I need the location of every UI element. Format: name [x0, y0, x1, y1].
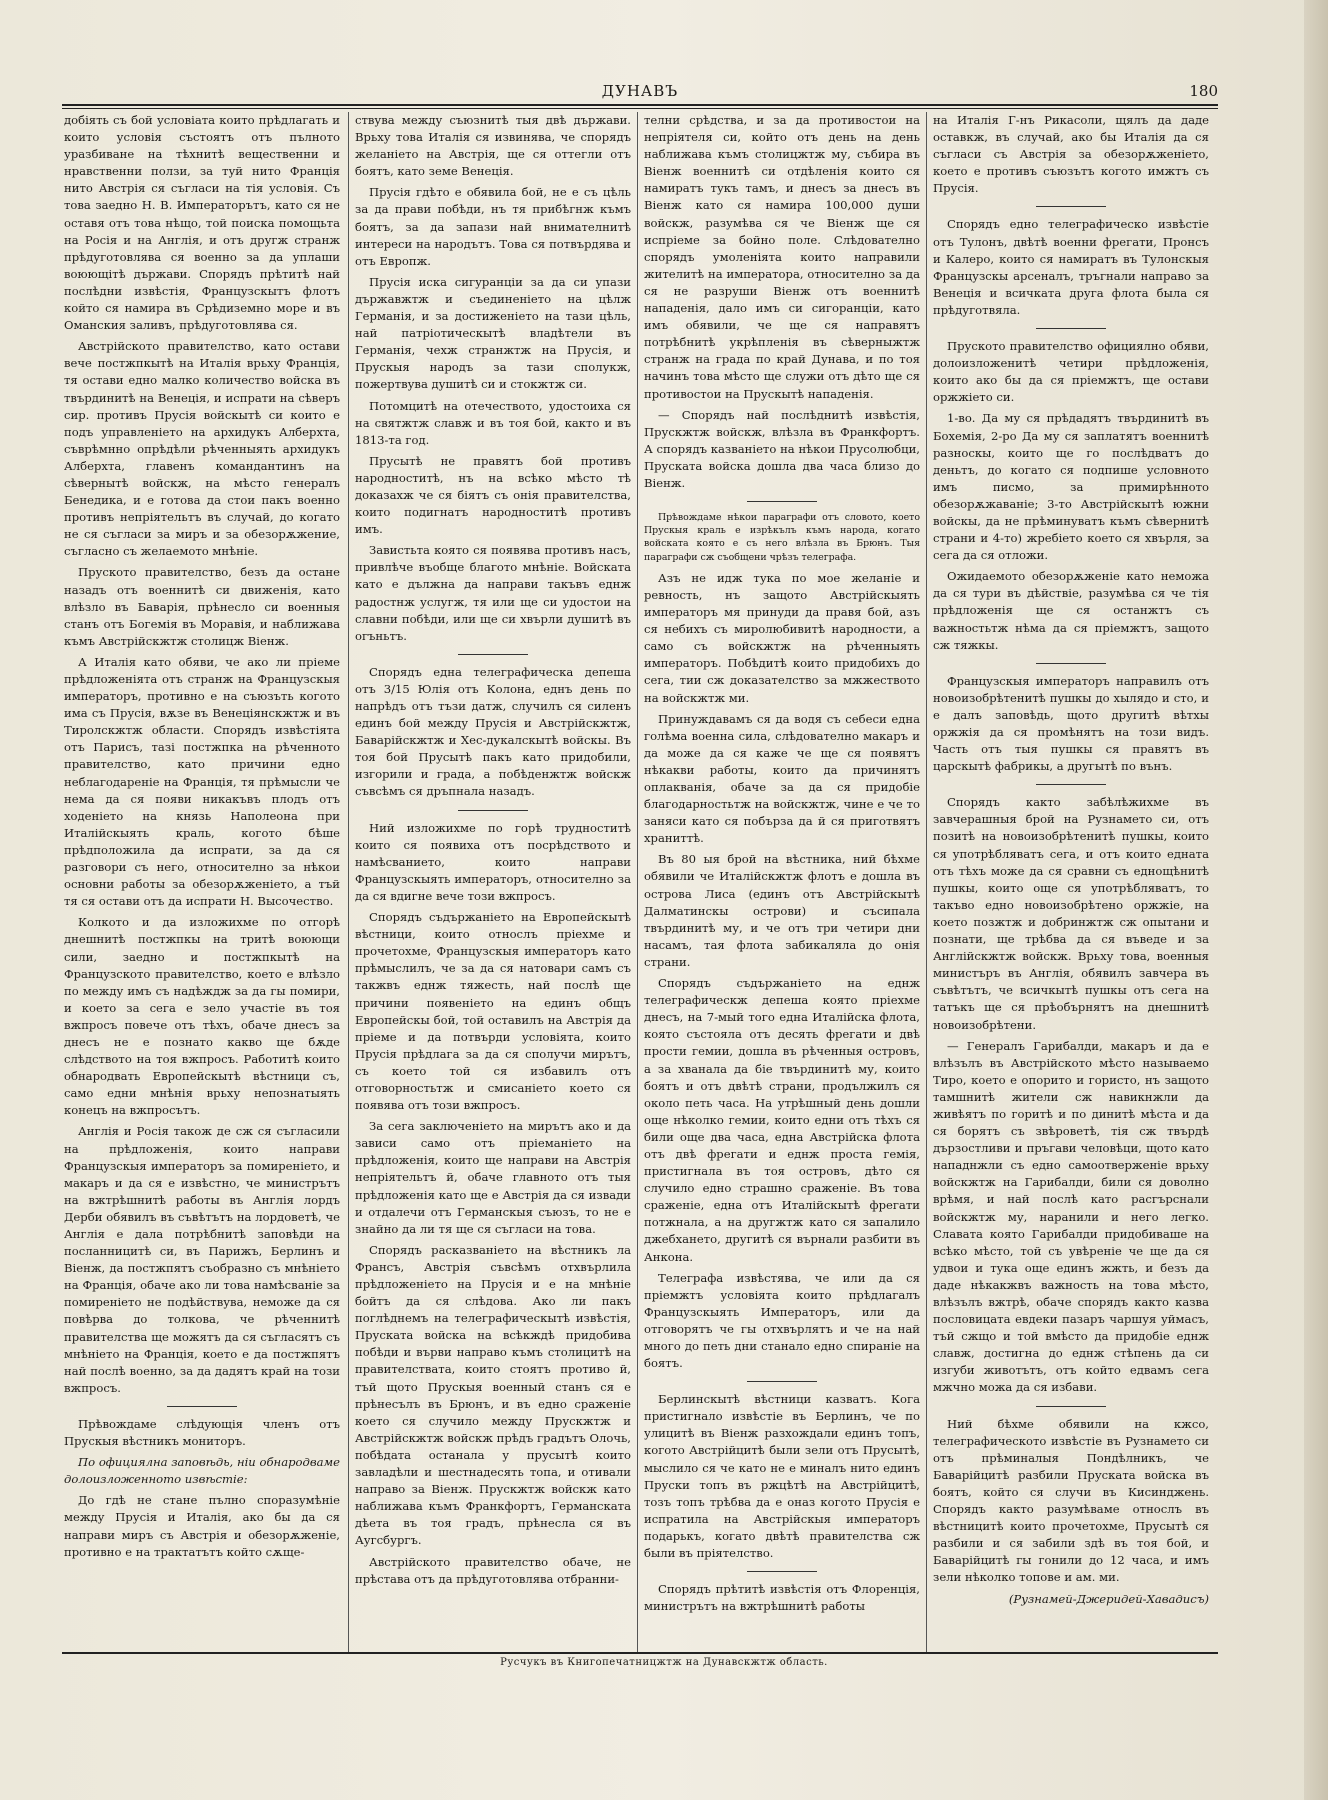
paragraph: Прѣвождаме слѣдующія членъ отъ Прускыя вѣстникъ мониторъ.: [64, 1416, 340, 1449]
paragraph: Прусытѣ не правятъ бой противъ народноститѣ, нъ на всѣко мѣсто тѣ доказахж че ся біятъ съ онія правителства, които подигнатъ народноститѣ противъ имъ.: [355, 453, 631, 537]
section-separator: [747, 501, 817, 502]
paragraph: Спорядъ съдържаніето на еднж телеграфическж депеша която пріехме днесъ, на 7-мый того една Италійска флота, която състояла отъ десять фрегати и двѣ прости гемии, дошла въ рѣченныя островъ, а за хванала да біе твърдинитѣ му, които боятъ и отъ двѣтѣ страни, продължилъ ся около петь часа. На утрѣшный день дошли още нѣколко гемии, които едни отъ тѣхъ ся били още два часа, една Австрійска флота отъ двѣ фрегати и еднж проста гемія, пристигнала въ тоя островъ, дѣто ся случило едно страшно сраженіе. Въ това сраженіе, една отъ Италійскытѣ фрегати потжнала, а на другжтж като ся запалило джебхането, другитѣ ся върнали разбити въ Анкона.: [644, 976, 920, 1264]
paragraph: Французскыя императоръ направилъ отъ новоизобрѣтенитѣ пушкы до хылядо и сто, и е далъ заповѣдь, щото другитѣ вѣтхы оржжія да ся промѣнятъ на този видъ. Часть отъ тыя пушкы ся правятъ въ царскытѣ фабрикы, а другытѣ по вънъ.: [933, 673, 1209, 774]
paragraph: Австрійското правителство, като остави вече постжпкытѣ на Италія врьху Франція, тя остави едно малко количество войска въ твърдинитѣ на Венеція, и испрати на сѣверъ сир. противъ Прусія войскытѣ си които е подъ управленіето на архидукъ Алберхта, съврѣмнно опрѣдѣли рѣченныять архидукъ Алберхта, главенъ командантинъ на сѣвернытѣ войскж, на мѣсто генералъ Бенедика, и е готова да стои пакъ военно противъ непріятельтъ въ случай, до когато не ся съгласи за миръ и за обезорѫжение, съгласно съ желаемото мнѣніе.: [64, 339, 340, 559]
section-separator: [1036, 1406, 1106, 1407]
paragraph: Прусія гдѣто е обявила бой, не е съ цѣль за да прави побѣди, нъ тя прибѣгнж къмъ боятъ, за да запази най внимателнитѣ интереси на народътъ. Това ся потвърдява и отъ Европж.: [355, 185, 631, 268]
paragraph: Въ 80 ыя брой на вѣстника, ний бѣхме обявили че Италійскжтж флотъ е дошла въ острова Лиса (единъ отъ Австрійскытѣ Далматинскы острови) и съсипала твърдинитѣ му, и че отъ три четири дни насамъ, тая флота забикаляла до онія страни.: [644, 852, 920, 969]
paragraph: Англія и Росія також де сж ся съгласили на прѣдложенія, които направи Французскыя императоръ за помиреніето, и макаръ и да ся е извѣстно, че министрътъ на вжтрѣшнитѣ работы въ Англія лордъ Дерби обявилъ въ съвѣтътъ на лордоветѣ, че Англія е дала потрѣбнитѣ заповѣди на посланницитѣ си, въ Парижъ, Берлинъ и Віенж, да постжпятъ съобразно съ мнѣніето на Франція, обаче ако ли това намѣсваніе за помиреніето не подѣйствува, неможе да ся повѣрва до толкова, че рѣченнитѣ правителства ще можятъ да ся съгласятъ съ мнѣніето на Франція, което е да постжпятъ най послѣ военно, за да дадятъ край на този вжпросъ.: [64, 1124, 340, 1395]
section-separator: [1036, 663, 1106, 664]
paragraph: Ний изложихме по горѣ трудноститѣ които ся появиха отъ посрѣдството и намѣсванието, които направи Французскыять императоръ, относително за да ся вдигне вече този вжпросъ.: [355, 820, 631, 903]
footer-rule: [62, 1652, 1218, 1654]
paragraph: Берлинскытѣ вѣстници казватъ. Кога пристигнало извѣстіе въ Берлинъ, че по улицитѣ въ Віенж разхождали единъ топъ, когото Австрійцитѣ были зели отъ Прусытѣ, мыслило ся че като не е миналъ нито единъ Пруски топъ въ ржцѣтѣ на Австрійцитѣ, тозъ топъ трѣбва да е оназ когото Прусія е испратила на Австрійскыя императоръ подарькъ, когато двѣтѣ правителства сж были въ пріятелство.: [644, 1392, 920, 1561]
masthead: [62, 82, 1218, 106]
newspaper-title: ДУНАВЪ: [601, 82, 679, 100]
column-3: [644, 112, 920, 1650]
paragraph: Спорядъ прѣтитѣ извѣстія отъ Флоренція, министрътъ на вжтрѣшнитѣ работы: [644, 1582, 920, 1614]
column-4: [933, 112, 1209, 1650]
paragraph: Спорядъ една телеграфическа депеша отъ 3/15 Юлія отъ Колона, еднъ день по напрѣдъ отъ тъзи датж, случилъ ся силенъ единъ бой между Прусія и Австрійскжтж, Баварійскжтж и Хес-дукалскытѣ войскы. Въ тоя бой Прусытѣ пакъ като придобили, изгорили и града, а побѣденжтж войскж съвсѣмъ ся дръпнала назадъ.: [355, 664, 631, 799]
italic-heading: По официялна заповѣдь, ніи обнародваме долоизложенното извѣстіе:: [64, 1455, 340, 1487]
paragraph: Прусія иска сигуранціи за да си упази държавжтж и съединеніето на цѣлж Германія, и за достиженіето на тази цѣль, най патріотическытѣ владѣтели въ Германія, чехж странжтж на Прусія, и Прускыя народъ за тази сполукж, пожертвува душитѣ си и стокжтж си.: [355, 274, 631, 392]
page-spine: [1304, 0, 1328, 1800]
small-print-note: Прѣвождаме нѣкои параграфи отъ словото, което Прускыя краль е изрѣкълъ къмъ народа, когато войската която е съ него влѣзла въ Брюнъ. Тыя параграфи сж съобщени чрѣзъ телеграфа.: [644, 512, 920, 563]
paragraph: До гдѣ не стане пълно споразумѣніе между Прусія и Италія, ако бы да ся направи миръ съ Австрія и обезорѫженіе, противно е на трактатътъ който сѫще-: [64, 1493, 340, 1559]
paragraph: Ний бѣхме обявили на кжсо, телеграфическото извѣстіе въ Рузнамето си отъ прѣминалыя Пондѣлникъ, че Баварійцитѣ разбили Пруската войска въ боятъ, който ся случи въ Кисинджень. Спорядъ както разумѣваме относлъ въ вѣстницитѣ които прочетохме, Прусытѣ ся разбили и ся забили здѣ въ тоя бой, и Баварійцитѣ гы гонили до 12 часа, и имъ зели нѣколко топове и ам. ми.: [933, 1416, 1209, 1585]
paragraph: телни срѣдства, и за да противостои на непріятеля си, който отъ день на день наближава къмъ столицжтж му, събира въ Віенж военнитѣ си отдѣленія които ся намиратъ тукъ тамъ, и днесъ за днесъ въ Віенж като ся намира 100,000 души войскж, разумѣва ся че Віенж ще ся испріеме за бойно поле. Слѣдователно спорядъ умоленіята които направили жителитѣ на императора, относително за да ся не разруши Віенж отъ военнитѣ нападенія, дало имъ си сигоранціи, като имъ обявили, че ще ся направятъ потрѣбнитѣ укрѣпленія въ сѣверныжтж странж на града по край Дунава, и по тоя начинъ това мѣсто ще служи отъ дѣто ще ся противостои на Прускытѣ нападенія.: [644, 113, 920, 401]
paragraph: на Италія Г-нъ Рикасоли, щялъ да даде оставкж, въ случай, ако бы Италія да ся съгласи съ Австрія за обезорѫженіето, което е противъ съюзътъ когото имжтъ съ Прусія.: [933, 113, 1209, 196]
paragraph: Принуждавамъ ся да водя съ себеси една голѣма военна сила, слѣдователно макаръ и да може да ся каже че ще ся появятъ нѣкакви работы, които да причинятъ оплакванія, обаче за да ся придобіе благодарностьтж на войскжтж, чине е че то заняси като ся побърза да й ся приготвятъ храниттѣ.: [644, 711, 920, 846]
paragraph: Завистьта която ся появява противъ насъ, привлѣче въобще благото мнѣніе. Войската като е дължна да направи такъвъ еднж радостнж услугж, тя или ще си удостои на славни побѣди, или ще си хвърли душитѣ въ огъньтъ.: [355, 543, 631, 643]
source-signature: (Рузнамей-Джеридей-Хавадисъ): [1008, 1591, 1209, 1606]
paragraph: Спорядъ едно телеграфическо извѣстіе отъ Тулонъ, двѣтѣ военни фрегати, Пронсъ и Калеро, които ся намиратъ въ Тулонскыя Французскы арсеналъ, тръгнали направо за Венеція и всичката друга флота была ся прѣдуготвяла.: [933, 217, 1209, 317]
paragraph: ствува между съюзнитѣ тыя двѣ държави. Врьху това Италія ся извинява, че спорядъ желаніето на Австрія, ще ся оттегли отъ боятъ, като земе Венеція.: [355, 113, 631, 179]
paragraph: Спорядъ съдържаніето на Европейскытѣ вѣстници, които относлъ пріехме и прочетохме, Французскыя императоръ като прѣмыслилъ, че за да ся натовари самъ съ такжвъ еднж тяжесть, най послѣ ще причини появеніето на единъ общъ Европейскы бой, той оставилъ на Австрія да пріеме и да потвърди условіята, които Прусія прѣдлага за да ся сполучи мирътъ, съ което той ся избавилъ отъ отговорностьтж и смисаніето което ся появява отъ този вжпросъ.: [355, 910, 631, 1113]
paragraph: Пруското правителство официялно обяви, долоизложенитѣ четири прѣдложенія, които ако бы да ся пріемжтъ, ще остави оржжіето си.: [933, 339, 1209, 405]
section-separator: [747, 1571, 817, 1572]
paragraph: Азъ не идж тука по мое желаніе и ревность, нъ защото Австрійскыять императоръ мя принуди да правя бой, азъ ся небихъ съ миролюбивитѣ народности, а само съ войскжтж на рѣченныять императоръ. Побѣдитѣ които придобихъ до сега, тии сж доказателство за мжжеството на войскжтж ми.: [644, 570, 920, 705]
section-separator: [747, 1381, 817, 1382]
section-separator: [458, 810, 528, 811]
paragraph: Телеграфа извѣстява, че или да ся пріемжтъ условіята които прѣдлагалъ Французскыять Императоръ, или да отговорятъ че гы отхвърлятъ и че на най много до петь дни станало едно спираніе на боятъ.: [644, 1270, 920, 1371]
section-separator: [1036, 328, 1106, 329]
column-1: [64, 112, 340, 1650]
paragraph: Спорядъ както забѣлѣжихме въ завчерашныя брой на Рузнамето си, отъ позитѣ на новоизобрѣтенитѣ пушкы, които ся употрѣбляватъ сега, и отъ които едната отъ тѣхъ може да ся сравни съ еднощѣнитѣ пушкы, които още ся употрѣбляватъ, то такъво едно новоизобрѣтено оржжіе, на което позжтж и добринжтж сж опытани и познати, ще трѣбва да ся въведе и за Англійскжтж войскж. Врьху това, военныя министъръ въ Англія, обявилъ завчера въ съвѣтътъ, че всичкытѣ пушкы отъ сега на татъкъ ще ся прѣобърнятъ на днешнитѣ новоизобрѣтени.: [933, 795, 1209, 1032]
paragraph: 1-во. Да му ся прѣдадятъ твърдинитѣ въ Бохемія, 2-ро Да му ся заплатятъ военнитѣ разноскы, които ще го послѣдватъ до деньтъ, до когато ся подпише условното имъ писмо, за примирѣнното обезорѫжаваніе; 3-то Австрійскытѣ южни войскы, да не прѣминуватъ къмъ сѣвернитѣ страни и 4-то) жребіето което ся хвърля, за сега да ся отложи.: [933, 411, 1209, 563]
paragraph: Спорядъ расказваніето на вѣстникъ ла Франсъ, Австрія съвсѣмъ отхвърлила прѣдложеніето на Прусія и е на мнѣніе бойтъ да ся слѣдова. Ако ли пакъ поглѣднемъ на телеграфическытѣ извѣстія, Пруската войска на всѣкждѣ придобива побѣди и върви направо къмъ столицитѣ на правителствата, които стоятъ противо й, тъй щото Прускыя военный станъ ся е прѣнесълъ въ Брюнъ, и въ едно сраженіе което ся случило между Прускжтж и Австрійскжтж войскж прѣдъ градътъ Олочь, побѣдата останала у прусытѣ които завладѣли и шестнадесять топа, и отивали направо за Віенж. Прускжтж войскж като наближава къмъ Франкфортъ, Германската дѣета въ тоя градъ, прѣнесла ся въ Аугсбургъ.: [355, 1242, 631, 1548]
paragraph: А Италія като обяви, че ако ли пріеме прѣдложеніята отъ странж на Французскыя императоръ, противно е на съюзъть когото има съ Прусія, вѫзе въ Венеціянскжтж и въ Тиролскжтж области. Спорядъ извѣстіята отъ Парисъ, тазі постжпка на рѣченното правителство, като причини едно неблагодареніе на Франція, тя прѣмысли че нема да ся появи никакъвъ плодъ отъ ходеніето на князь Наполеона при Италійскыять краль, когото бѣше прѣдположила да испрати, за да ся разговори съ него, относително за нѣкои основни работы за обезорѫженіето, а тъй тя ся остави отъ да испрати Н. Высочество.: [64, 654, 340, 909]
section-separator: [167, 1406, 237, 1407]
header-rule-thin: [62, 108, 1218, 109]
paragraph: Ожидаемото обезорѫженіе като неможа да ся тури въ дѣйствіе, разумѣва ся че тія прѣдложенія ще ся останжтъ съ важностьтж нѣма да ся пріемжтъ, защото сж тяжкы.: [933, 569, 1209, 652]
paragraph: За сега заключеніето на мирътъ ако и да зависи само отъ пріеманіето на прѣдложенія, които ще направи на Австрія непріятельтъ й, обаче главното отъ тыя прѣдложенія като ще е Австрія да ся извади и отдалечи отъ Германскыя съюзъ, то не е знайно да ли тя ще ся съгласи на това.: [355, 1119, 631, 1236]
article-columns: [64, 112, 1216, 1650]
column-2: [355, 112, 631, 1650]
paragraph: Пруското правителство, безъ да остане назадъ отъ военнитѣ си движенія, като влѣзло въ Баварія, прѣнесло си военныя станъ отъ Богемія въ Моравія, и наближава къмъ Австрійскжтж столицж Віенж.: [64, 565, 340, 648]
paragraph: — Спорядъ най послѣднитѣ извѣстія, Прускжтж войскж, влѣзла въ Франкфортъ. А спорядъ казваніето на нѣкои Прусолюбци, Пруската войска дошла два часа близо до Віенж.: [644, 407, 920, 490]
paragraph: Колкото и да изложихме по отгорѣ днешнитѣ постжпкы на тритѣ воюющи сили, заедно и постжпкытѣ на Французското правителство, което е влѣзло по между имъ съ надѣждж за да гы помири, и което за сега е зело участіе въ тоя вжпросъ повече отъ тѣхъ, обаче днесъ за днесъ не е познато какво ще бѫде слѣдството на тоя вжпросъ. Работитѣ които обнародвать Европейскытѣ вѣстници съ, само едни мнѣнія врьху непознатыять конецъ на вжпросътъ.: [64, 915, 340, 1118]
section-separator: [1036, 206, 1106, 207]
printer-imprint: Русчукъ въ Книгопечатницжтж на Дунавскжтж область.: [500, 1657, 828, 1668]
section-separator: [458, 654, 528, 655]
page-number: 180: [1189, 82, 1218, 100]
paragraph: — Генералъ Гарибалди, макаръ и да е влѣзълъ въ Австрійското мѣсто называемо Тиро, което е опорито и гористо, нъ защото тамшнитѣ жители сж навикнжли да живѣятъ по горитѣ и по динитѣ мѣста и да ся борятъ съ звѣроветѣ, тія сж твърдѣ дързостливи и пръгави человѣци, щото като нападнжли съ едно самоотверженіе врьху войскжтж на Гарибалди, били ся доволно врѣмя, и най послѣ като расгърснали войскжтж му, наранили и него легко. Славата която Гарибалди придобиваше на всѣко мѣсто, той съ увѣреніе че ще да ся удвои и тука още единъ жжть, и безъ да даде нѣкакжвъ важность на това мѣсто, влѣзълъ вжтрѣ, обаче спорядъ както казва пословицата евдеки пазаръ чаршуя уймасъ, тъй сжщо и той вмѣсто да придобіе еднж славж, достигна до еднж стѣпень да си изгуби животътъ, отъ който едвамъ сега мжчно можа да ся избави.: [933, 1038, 1209, 1395]
paragraph: Австрійското правителство обаче, не прѣстава отъ да прѣдуготовлява отбранни-: [355, 1554, 631, 1586]
header-rule-thick: [62, 104, 1218, 106]
paragraph: добіять съ бой условіата които прѣдлагать и които условія състоятъ отъ пълното уразбиване на тѣхнитѣ вещественни и нравственни ползи, за туй нито Франція нито Австрія ся съгласи на тія условія. Съ това заедно Н. В. Императорътъ, като ся не оставя отъ това нѣщо, той поиска помощьта на Росія и на Англія, и отъ другж странж прѣдуготовлява ся военно за да уплаши воюющітѣ държави. Спорядъ прѣтитѣ най послѣдни извѣстія, Французскытъ флотъ който ся намира въ Срѣдиземно море и въ Оманския заливъ, прѣдуготовлява ся.: [64, 113, 340, 333]
section-separator: [1036, 784, 1106, 785]
paragraph: Потомцитѣ на отечеството, удостоиха ся на святжтж славж и въ тоя бой, както и въ 1813-та год.: [355, 398, 631, 447]
